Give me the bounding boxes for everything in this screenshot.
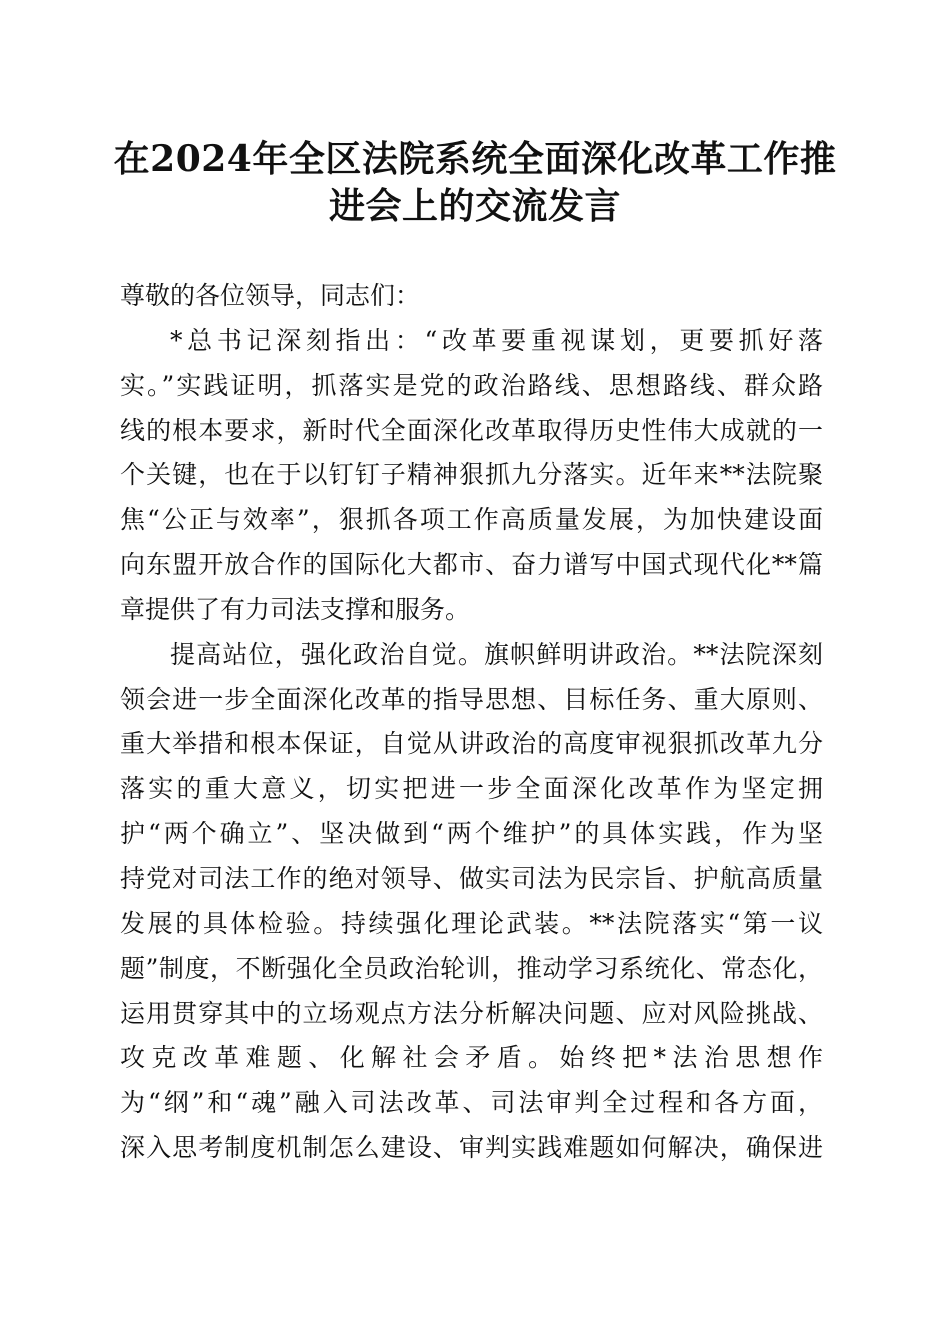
salutation: 尊敬的各位领导，同志们：	[120, 281, 421, 310]
text-line: 持党对司法工作的绝对领导、做实司法为民宗旨、护航高质量	[120, 863, 823, 893]
text-line: 为“纲”和“魂”融入司法改革、司法审判全过程和各方面，	[120, 1088, 823, 1118]
text-line: 攻克改革难题、化解社会矛盾。始终把*法治思想作	[120, 1043, 823, 1073]
title-line: 在2024年全区法院系统全面深化改革工作推	[113, 138, 837, 180]
text-line: 向东盟开放合作的国际化大都市、奋力谱写中国式现代化**篇	[120, 550, 823, 580]
text-line: 领会进一步全面深化改革的指导思想、目标任务、重大原则、	[120, 684, 823, 714]
text-line: 个关键，也在于以钉钉子精神狠抓九分落实。近年来**法院聚	[120, 460, 823, 490]
text-line: 重大举措和根本保证，自觉从讲政治的高度审视狠抓改革九分	[120, 729, 823, 759]
text-line: 实。”实践证明，抓落实是党的政治路线、思想路线、群众路	[120, 370, 823, 400]
text-line: *总书记深刻指出：“改革要重视谋划，更要抓好落	[170, 325, 823, 355]
text-line: 落实的重大意义，切实把进一步全面深化改革作为坚定拥	[120, 774, 823, 804]
paragraph	[120, 633, 823, 1171]
text-line: 章提供了有力司法支撑和服务。	[120, 594, 471, 624]
title-line: 进会上的交流发言	[328, 185, 621, 227]
text-line: 题”制度，不断强化全员政治轮训，推动学习系统化、常态化，	[120, 953, 823, 983]
text-line: 深入思考制度机制怎么建设、审判实践难题如何解决，确保进	[120, 1133, 823, 1163]
text-line: 焦“公正与效率”，狠抓各项工作高质量发展，为加快建设面	[120, 505, 823, 535]
text-line: 提高站位，强化政治自觉。旗帜鲜明讲政治。**法院深刻	[170, 639, 823, 669]
text-line: 线的根本要求，新时代全面深化改革取得历史性伟大成就的一	[120, 415, 823, 445]
document-title	[110, 136, 840, 230]
text-line: 护“两个确立”、坚决做到“两个维护”的具体实践，作为坚	[120, 819, 823, 849]
document-body	[120, 274, 823, 1171]
text-line: 发展的具体检验。持续强化理论武装。**法院落实“第一议	[120, 908, 823, 938]
text-line: 运用贯穿其中的立场观点方法分析解决问题、应对风险挑战、	[120, 998, 823, 1028]
paragraph	[120, 319, 823, 633]
